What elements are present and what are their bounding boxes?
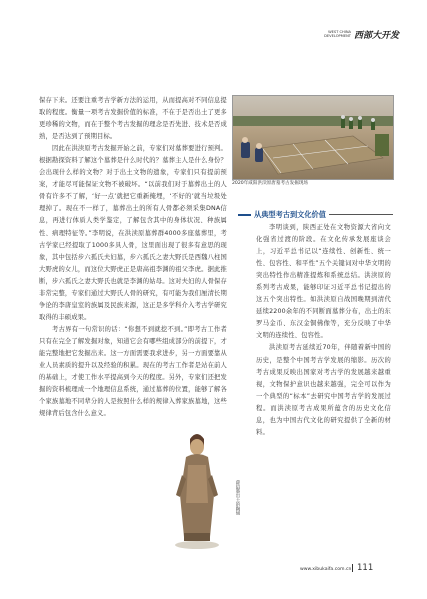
header-english-title: WEST CHINA DEVELOPMENT bbox=[324, 29, 351, 38]
magazine-header bbox=[317, 27, 399, 41]
heading-rule bbox=[329, 214, 393, 215]
photo-caption: 2020年咸阳洪渎原唐墓考古发掘现场 bbox=[232, 181, 309, 186]
left-text-column bbox=[39, 95, 227, 420]
footer-separator bbox=[352, 564, 353, 572]
left-paragraph-2: 因此在洪渎原考古发掘开始之前，专家们对墓葬要进行预判。根据勘探资料了解这个墓葬是什么时代的？墓葬主人是什么身份？会出现什么样的文物？对于出土文物的遗象，专家们只有提前预案，才能尽可能保证文物不被破坏。“以前我们对于墓葬出土的人骨有许多不了解，‘好一点’就把它重新掩埋，‘不好的’就当垃圾处理掉了。现在不一样了，墓葬出土的所有人骨都必须采集DNA信息，再进行体质人类学鉴定，了解包含其中的身体状况、种族属性、病理特征等。”李明说，在洪渎原墓葬群4000多座墓葬里，考古学家已经提取了1000多具人骨，这里面出现了很多有意思的现象，其中包括步六孤氏夫妇墓，步六孤氏之妻大野氏是西魏八柱国大野虎的女儿，而这位大野虎正是唐高祖李渊的祖父李虎。据此推断，步六孤氏之妻大野氏也就是李渊的姑母。这对夫妇的人骨保存非常完整，专家们通过大野氏人骨的研究，有可能为我们厘清长期争论的李唐皇室的族属及民族来源，这正是多学科介入考古学研究取得的丰硕成果。 bbox=[39, 145, 227, 321]
magazine-logo: 西部大开发 bbox=[353, 30, 399, 41]
right-paragraph-1: 李明谈到，陕西正处在文物资源大省向文化强省过渡的阶段。在文化传承发展座谈会上，习近平总书记以“连续性、创新性、统一性、包容性、和平性”五个关键词对中华文明的突出特性作出精准提炼和系统总结。洪渎原的系列考古成果，能够印证习近平总书记提出的这五个突出特性。如洪渎原自战国晚期到清代延续2200余年的不同断面墓葬分布，出土的东罗马金币、东汉金铜佛像等，充分反映了中华文明的连续性、包容性。 bbox=[256, 224, 391, 340]
heading-accent-bar bbox=[238, 214, 251, 216]
right-text-column bbox=[256, 222, 391, 439]
page-number bbox=[348, 563, 373, 573]
left-paragraph-3: 考古界有一句常识的话：“你想不到就挖不到。”即考古工作者只有在完全了解发掘对象，知道它会有哪些组成部分的前提下，才能完整地把它发掘出来。这一方面需要我求进步，另一方面要靠从业人员素质的提升以及经验的积累。现在的考古工作者是站在前人的基础上，才使工作水平提高到今天的程度。另外，专家们还把发掘的资料梳理成一个地理信息系统，通过墓葬的位置，能够了解各个家族墓地不同辈分的人是按照什么样的规律入葬家族墓地，这些规律背后包含什么意义。 bbox=[39, 325, 227, 418]
figure-caption: 薛绍墓出土的陶俑 bbox=[235, 480, 240, 516]
excavation-photo bbox=[232, 95, 394, 180]
pottery-figurine-image bbox=[168, 425, 226, 550]
section-heading-text: 从典型考古到文化价值 bbox=[254, 209, 326, 219]
section-heading bbox=[238, 209, 393, 220]
left-paragraph-1: 保存下来。还要注重考古学新方法的运用，从而提高对不同信息提取的程度。衡量一项考古发掘价值的标准，不在于是否出土了更多更珍稀的文物，而在于整个考古发掘的理念是否先进、技术是否成熟，是否达到了预期目标。 bbox=[39, 97, 227, 141]
page-number-text: 111 bbox=[357, 563, 374, 573]
footer-website: www.xibukaifa.com.cn bbox=[300, 567, 352, 572]
right-paragraph-2: 洪渎原考古延续近70年，伴随着新中国的历史，是整个中国考古学发展的缩影。历次的考古成果反映出国家对考古学的发展越来越重视，文物保护意识也越来越强，完全可以作为一个典型的“标本”去研究中国考古学的发展过程。而洪渎原考古成果所蕴含的历史文化信息，也为中国古代文化的研究提供了全新的材料。 bbox=[256, 344, 391, 436]
